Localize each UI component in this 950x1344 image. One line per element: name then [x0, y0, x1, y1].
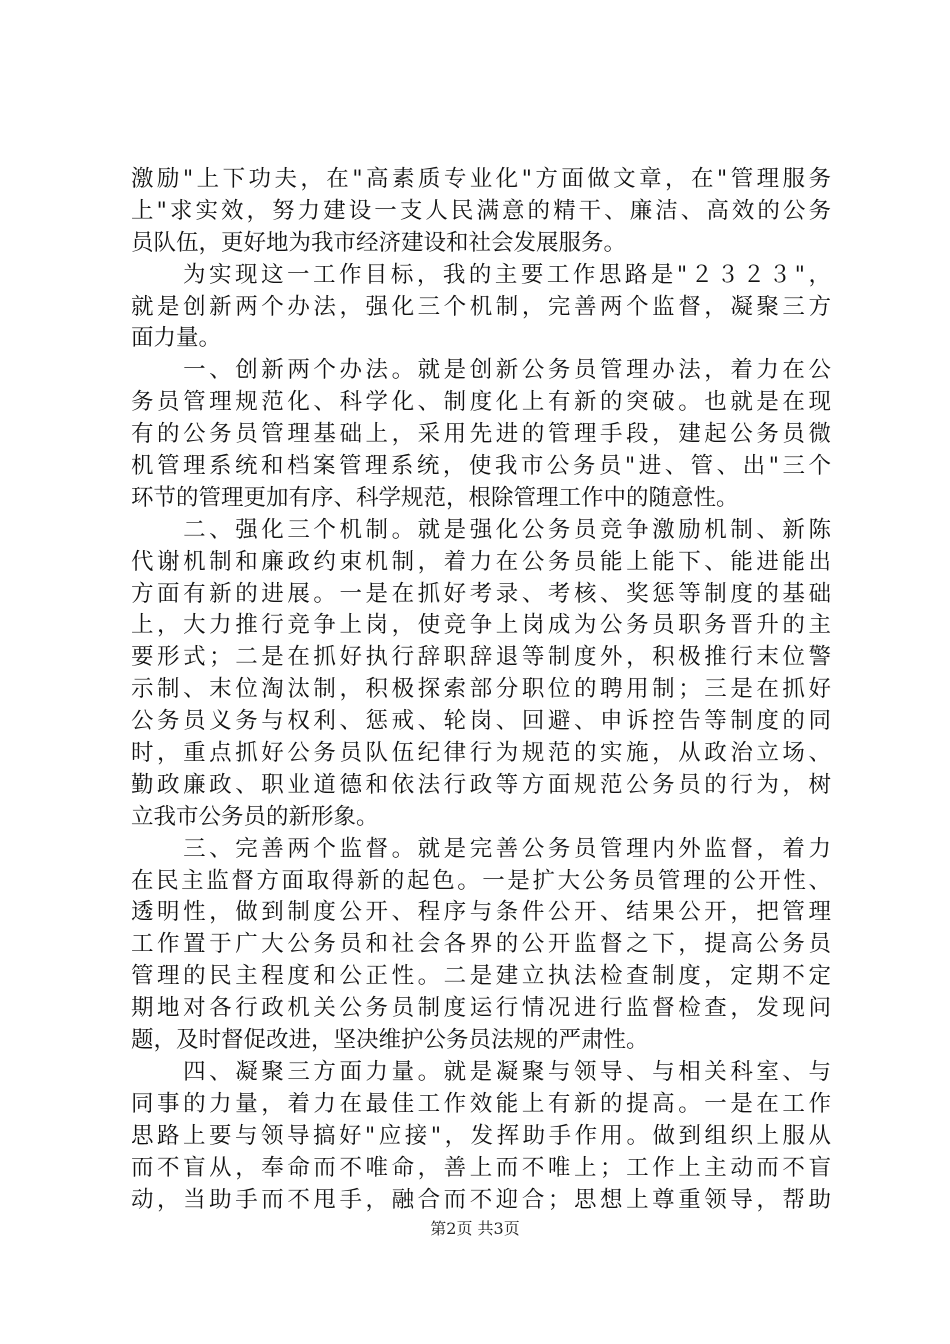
text-line: 环节的管理更加有序、科学规范，根除管理工作中的随意性。 — [131, 484, 739, 511]
text-line: 管理的民主程度和公正性。二是建立执法检查制度，定期不定 — [131, 963, 831, 990]
page-footer — [0, 1216, 950, 1239]
text-line: 上"求实效，努力建设一支人民满意的精干、廉洁、高效的公务 — [131, 197, 831, 224]
text-line: 工作置于广大公务员和社会各界的公开监督之下，提高公务员 — [131, 931, 831, 958]
text-line: 四、凝聚三方面力量。就是凝聚与领导、与相关科室、与 — [131, 1058, 831, 1085]
text-line: 代谢机制和廉政约束机制，着力在公务员能上能下、能进能出 — [131, 548, 831, 575]
text-line: 激励"上下功夫，在"高素质专业化"方面做文章，在"管理服务 — [131, 166, 831, 192]
text-line: 要形式；二是在抓好执行辞职辞退等制度外，积极推行末位警 — [131, 644, 831, 671]
document-body — [131, 164, 831, 1216]
text-line: 员队伍，更好地为我市经济建设和社会发展服务。 — [131, 229, 627, 256]
text-line: 上，大力推行竞争上岗，使竞争上岗成为公务员职务晋升的主 — [131, 612, 831, 639]
text-line: 一、创新两个办法。就是创新公务员管理办法，着力在公 — [131, 357, 831, 384]
text-line: 而不盲从，奉命而不唯命，善上而不唯上；工作上主动而不盲 — [131, 1154, 831, 1181]
text-line: 思路上要与领导搞好"应接"，发挥助手作用。做到组织上服从 — [131, 1122, 831, 1149]
text-line: 公务员义务与权利、惩戒、轮岗、回避、申诉控告等制度的同 — [131, 708, 831, 735]
text-line: 立我市公务员的新形象。 — [131, 803, 379, 830]
text-line: 方面有新的进展。一是在抓好考录、考核、奖惩等制度的基础 — [131, 580, 831, 607]
text-line: 期地对各行政机关公务员制度运行情况进行监督检查，发现问 — [131, 995, 831, 1022]
text-line: 示制、末位淘汰制，积极探索部分职位的聘用制；三是在抓好 — [131, 676, 831, 703]
text-line: 二、强化三个机制。就是强化公务员竞争激励机制、新陈 — [131, 516, 831, 543]
text-line: 同事的力量，着力在最佳工作效能上有新的提高。一是在工作 — [131, 1090, 831, 1117]
text-line: 透明性，做到制度公开、程序与条件公开、结果公开，把管理 — [131, 899, 831, 926]
text-line: 为实现这一工作目标，我的主要工作思路是"２３２３"， — [131, 261, 831, 288]
text-line: 面力量。 — [131, 325, 222, 352]
text-line: 题，及时督促改进，坚决维护公务员法规的严肃性。 — [131, 1027, 649, 1054]
text-line: 勤政廉政、职业道德和依法行政等方面规范公务员的行为，树 — [131, 771, 831, 798]
text-line: 动，当助手而不甩手，融合而不迎合；思想上尊重领导，帮助 — [131, 1186, 831, 1213]
text-line: 在民主监督方面取得新的起色。一是扩大公务员管理的公开性、 — [131, 867, 831, 894]
text-line: 有的公务员管理基础上，采用先进的管理手段，建起公务员微 — [131, 421, 831, 448]
page-indicator: 第2页 共3页 — [430, 1219, 520, 1238]
text-line: 就是创新两个办法，强化三个机制，完善两个监督，凝聚三方 — [131, 293, 831, 320]
text-line: 务员管理规范化、科学化、制度化上有新的突破。也就是在现 — [131, 389, 831, 416]
text-line: 时，重点抓好公务员队伍纪律行为规范的实施，从政治立场、 — [131, 740, 831, 767]
text-line: 三、完善两个监督。就是完善公务员管理内外监督，着力 — [131, 835, 831, 862]
text-line: 机管理系统和档案管理系统，使我市公务员"进、管、出"三个 — [131, 453, 831, 480]
